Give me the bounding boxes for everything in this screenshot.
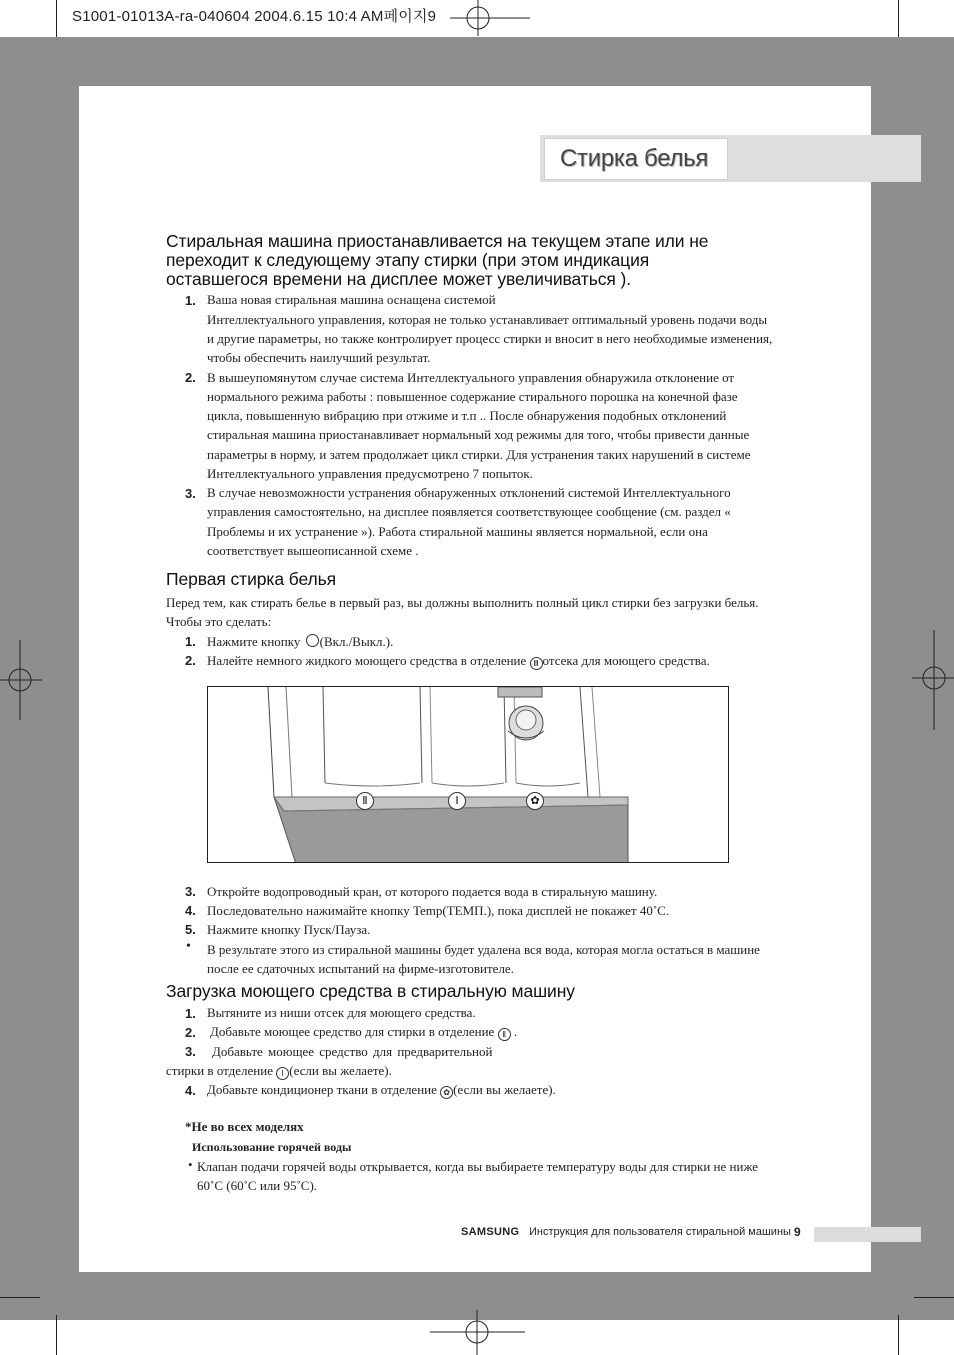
paragraph-line: Перед тем, как стирать белье в первый раз, вы должны выполнить полный цикл стирки без загрузки белья.: [166, 595, 759, 610]
footer-bar: [814, 1227, 921, 1242]
crop-mark: [0, 1297, 40, 1298]
step-line: [207, 1080, 556, 1099]
item-number: 4.: [185, 1083, 196, 1098]
step-text: .: [510, 1024, 518, 1039]
softener-icon: ✿: [440, 1086, 453, 1099]
registration-mark-top: [450, 0, 530, 36]
page-title: Стирка белья: [560, 145, 709, 172]
page-number: 9: [794, 1225, 801, 1239]
section-heading: оставшегося времени на дисплее может увеличиваться ).: [166, 269, 632, 289]
paragraph-line: В результате этого из стиральной машины будет удалена вся вода, которая могла остаться в машине: [207, 942, 760, 957]
bullet: •: [188, 1157, 193, 1172]
item-number: 1.: [185, 1006, 196, 1021]
paragraph-line: Чтобы это сделать:: [166, 614, 272, 629]
compartment-ii-icon: Ⅱ: [356, 792, 374, 810]
power-icon: [306, 634, 319, 647]
crop-mark: [56, 0, 57, 40]
step-line: Откройте водопроводный кран, от которого подается вода в стиральную машину.: [207, 884, 658, 899]
softener-icon: ✿: [526, 792, 544, 810]
crop-mark: [898, 0, 899, 40]
brand-logo: SAMSUNG: [461, 1226, 520, 1238]
compartment-i-icon: Ⅰ: [448, 792, 466, 810]
paragraph-line: управления самостоятельно, на дисплее появляется соответствующее сообщение (см. раздел «: [207, 504, 731, 519]
paragraph-line: В вышеупомянутом случае система Интеллектуального управления обнаружила отклонение от: [207, 370, 735, 385]
step-text: Нажмите кнопку: [207, 634, 304, 649]
item-number: 5.: [185, 922, 196, 937]
print-header: S1001-01013A-ra-040604 2004.6.15 10:4 AM페이지9: [72, 8, 437, 25]
step-text: Добавьте моющее средство для стирки в отделение: [210, 1024, 498, 1039]
registration-mark-left: [0, 640, 42, 720]
step-text: (если вы желаете).: [289, 1063, 392, 1078]
paragraph-line: Клапан подачи горячей воды открывается, когда вы выбираете температуру воды для стирки не ниже: [197, 1159, 759, 1174]
step-line: [207, 651, 710, 670]
paragraph-line: В случае невозможности устранения обнаруженных отклонений системой Интеллектуального: [207, 485, 731, 500]
step-line: Последовательно нажимайте кнопку Temp(ТЕМП.), пока дисплей не покажет 40˚C.: [207, 903, 670, 918]
paragraph-line: цикла, повышенную вибрацию при отжиме и т.п .. После обнаружения подобных отклонений: [207, 408, 727, 423]
step-line: Нажмите кнопку Пуск/Пауза.: [207, 922, 371, 937]
model-note: *Не во всех моделях: [185, 1119, 304, 1134]
step-line: Добавьте моющее средство для предварительной: [212, 1044, 493, 1059]
registration-mark-bottom: [430, 1310, 525, 1355]
crop-mark: [56, 1315, 57, 1355]
section-heading: переходит к следующему этапу стирки (при этом индикация: [166, 250, 650, 270]
detergent-drawer-illustration: [207, 686, 729, 863]
step-text: (Вкл./Выкл.).: [319, 634, 394, 649]
paragraph-line: Интеллектуального управления, которая не только устанавливает оптимальный уровень подачи воды: [207, 312, 768, 327]
step-line: [207, 632, 393, 651]
paragraph-line: после ее сдаточных испытаний на фирме-изготовителе.: [207, 961, 514, 976]
paragraph-line: чтобы обеспечить наилучший результат.: [207, 350, 431, 365]
crop-mark: [898, 1315, 899, 1355]
compartment-iii-icon: Ⅲ: [530, 657, 543, 670]
step-line: [210, 1022, 517, 1041]
step-text: Налейте немного жидкого моющего средства в отделение: [207, 653, 530, 668]
item-number: 2.: [185, 653, 196, 668]
paragraph-line: соответствует вышеописанной схеме .: [207, 543, 419, 558]
paragraph-line: 60˚C (60˚C или 95˚C).: [197, 1178, 318, 1193]
item-number: 4.: [185, 903, 196, 918]
bullet: •: [186, 939, 191, 954]
item-number: 2.: [185, 1025, 196, 1040]
section-heading: Стиральная машина приостанавливается на текущем этапе или не: [166, 231, 709, 251]
item-number: 3.: [185, 486, 196, 501]
step-line: [166, 1061, 392, 1080]
paragraph-line: и другие параметры, но также контролирует процесс стирки и вносит в него необходимые изменения,: [207, 331, 773, 346]
note-subheading: Использование горячей воды: [192, 1140, 352, 1154]
crop-mark: [914, 1297, 954, 1298]
paragraph-line: нормального режима работы : повышенное содержание стирального порошка на конечной фазе: [207, 389, 738, 404]
step-text: Добавьте кондиционер ткани в отделение: [207, 1082, 441, 1097]
paragraph-line: параметры в норму, и затем продолжает цикл стирки. Для устранения таких нарушений в системе: [207, 447, 751, 462]
paragraph-line: Проблемы и их устранение »). Работа стиральной машины является нормальной, если она: [207, 524, 708, 539]
item-number: 1.: [185, 293, 196, 308]
item-number: 3.: [185, 884, 196, 899]
step-text: стирки в отделение: [166, 1063, 277, 1078]
compartment-ii-icon: Ⅱ: [498, 1028, 511, 1041]
item-number: 3.: [185, 1044, 196, 1059]
step-text: (если вы желаете).: [453, 1082, 556, 1097]
section-heading: Загрузка моющего средства в стиральную машину: [166, 981, 575, 1001]
drawer-drawing: [208, 687, 729, 863]
paragraph-line: Интеллектуального управления предусмотрено 7 попыток.: [207, 466, 533, 481]
paragraph-line: Ваша новая стиральная машина оснащена системой: [207, 292, 496, 307]
item-number: 2.: [185, 370, 196, 385]
registration-mark-right: [912, 630, 954, 730]
item-number: 1.: [185, 634, 196, 649]
footer-text: Инструкция для пользователя стиральной машины: [529, 1226, 791, 1238]
step-text: отсека для моющего средства.: [542, 653, 710, 668]
step-line: Вытяните из ниши отсек для моющего средства.: [207, 1005, 476, 1020]
section-heading: Первая стирка белья: [166, 569, 337, 589]
compartment-i-icon: Ⅰ: [276, 1067, 289, 1080]
paragraph-line: стиральная машина приостанавливает нормальный ход режимы для того, чтобы привести данные: [207, 427, 750, 442]
